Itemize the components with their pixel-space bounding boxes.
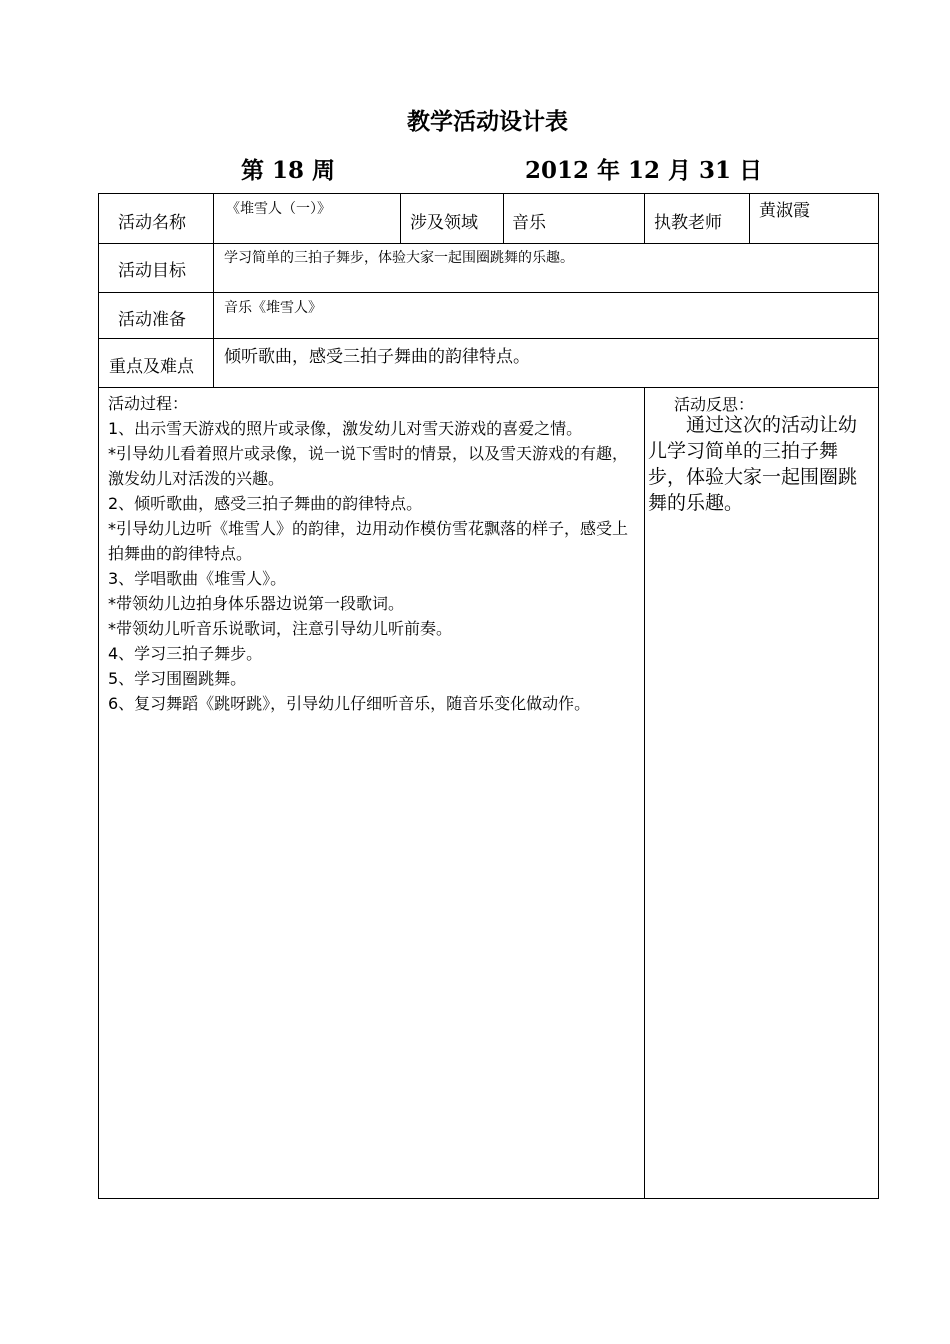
domain-value: 音乐 bbox=[512, 213, 546, 233]
row-divider bbox=[98, 292, 879, 293]
process-line: *带领幼儿听音乐说歌词，注意引导幼儿听前奏。 bbox=[108, 619, 453, 638]
reflection-text: 通过这次的活动让幼儿学习简单的三拍子舞步，体验大家一起围圈跳舞的乐趣。 bbox=[648, 414, 858, 514]
column-divider bbox=[503, 193, 504, 244]
process-line: 1、出示雪天游戏的照片或录像，激发幼儿对雪天游戏的喜爱之情。 bbox=[108, 419, 583, 438]
activity-design-table bbox=[98, 193, 879, 1199]
process-line: 2、倾听歌曲，感受三拍子舞曲的韵律特点。 bbox=[108, 494, 423, 513]
process-line: 3、学唱歌曲《堆雪人》。 bbox=[108, 569, 287, 588]
activity-name-label: 活动名称 bbox=[118, 213, 186, 233]
key-points-label: 重点及难点 bbox=[109, 357, 194, 377]
column-divider bbox=[400, 193, 401, 244]
row-divider bbox=[98, 338, 879, 339]
table-border-top bbox=[98, 193, 879, 194]
activity-name-value: 《堆雪人（一）》 bbox=[226, 201, 331, 217]
process-section bbox=[108, 391, 638, 716]
row-divider bbox=[98, 243, 879, 244]
week-label: 第 18 周 bbox=[241, 157, 336, 184]
table-border-left bbox=[98, 193, 99, 1199]
goal-value: 学习简单的三拍子舞步，体验大家一起围圈跳舞的乐趣。 bbox=[224, 250, 574, 266]
column-divider bbox=[644, 387, 645, 1199]
process-line: *带领幼儿边拍身体乐器边说第一段歌词。 bbox=[108, 594, 405, 613]
preparation-label: 活动准备 bbox=[118, 310, 186, 330]
key-points-value: 倾听歌曲，感受三拍子舞曲的韵律特点。 bbox=[224, 347, 530, 367]
row-divider bbox=[98, 387, 879, 388]
teacher-label: 执教老师 bbox=[654, 213, 722, 233]
table-border-bottom bbox=[98, 1198, 879, 1199]
domain-label: 涉及领域 bbox=[410, 213, 478, 233]
date-label: 2012 年 12 月 31 日 bbox=[525, 157, 763, 184]
preparation-value: 音乐《堆雪人》 bbox=[224, 300, 322, 316]
document-title: 教学活动设计表 bbox=[407, 108, 568, 135]
table-border-right bbox=[878, 193, 879, 1199]
teacher-value: 黄淑霞 bbox=[759, 201, 810, 221]
process-line: 6、复习舞蹈《跳呀跳》，引导幼儿仔细听音乐，随音乐变化做动作。 bbox=[108, 694, 591, 713]
process-line: *引导幼儿边听《堆雪人》的韵律，边用动作模仿雪花飘落的样子，感受上拍舞曲的韵律特点。 bbox=[108, 519, 629, 563]
goal-label: 活动目标 bbox=[118, 261, 186, 281]
reflection-title: 活动反思： bbox=[674, 395, 755, 414]
process-line: *引导幼儿看着照片或录像，说一说下雪时的情景，以及雪天游戏的有趣，激发幼儿对活泼的兴趣。 bbox=[108, 444, 629, 488]
process-line: 5、学习围圈跳舞。 bbox=[108, 669, 247, 688]
process-line: 4、学习三拍子舞步。 bbox=[108, 644, 263, 663]
column-divider bbox=[213, 193, 214, 388]
column-divider bbox=[749, 193, 750, 244]
process-title: 活动过程： bbox=[108, 394, 189, 413]
column-divider bbox=[644, 193, 645, 244]
